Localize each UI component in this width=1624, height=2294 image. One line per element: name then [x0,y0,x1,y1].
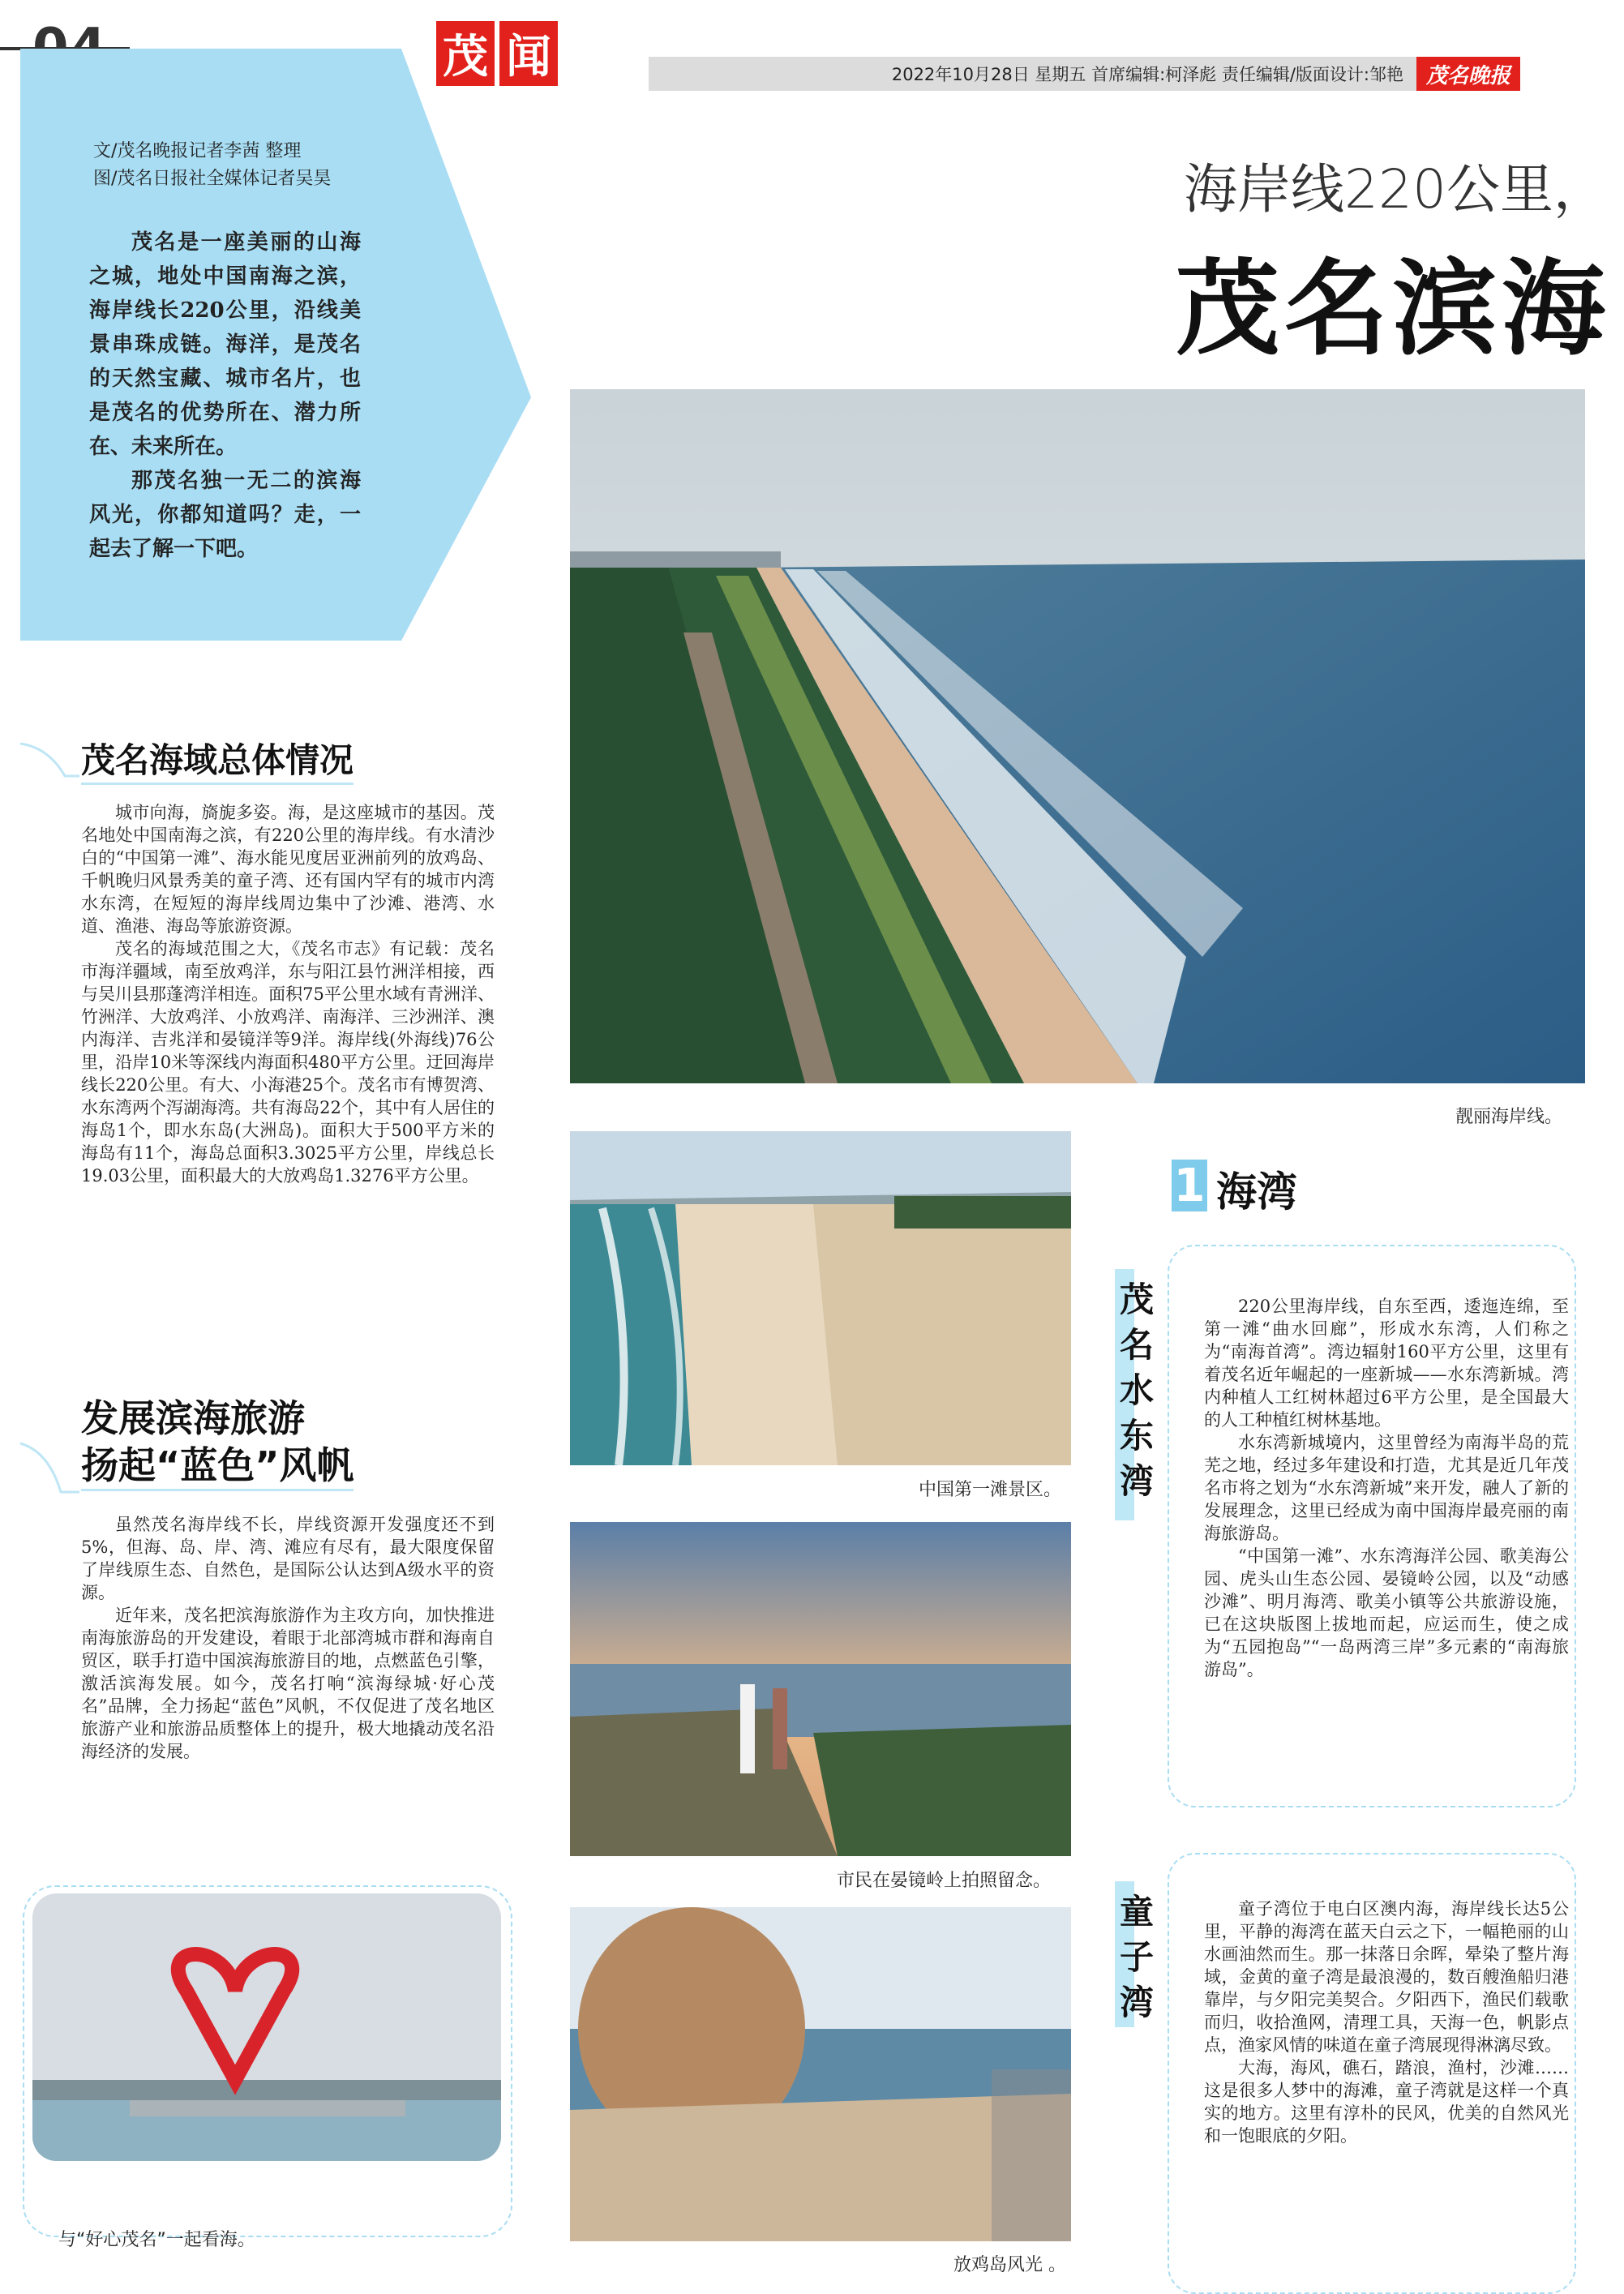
header-info: 2022年10月28日 星期五 首席编辑:柯泽彪 责任编辑/版面设计:邹艳 [891,65,1403,84]
vertical-title-tongzi-bay: 童子湾 [1115,1893,1155,2030]
vertical-title-shuidong-bay: 茂名水东湾 [1115,1281,1155,1508]
heading-deco-curve [16,1439,81,1496]
section-char-2: 闻 [499,21,558,86]
tourism-paragraph: 虽然茂名海岸线不长，岸线资源开发强度还不到5%，但海、岛、岸、湾、滩应有尽有，最大限度保留了岸线原生态、自然色，是国际公认达到A级水平的资源。 [81,1515,495,1602]
header-bar [649,57,1520,91]
photo-heart-sign [32,1893,501,2161]
heading-line: 发展滨海旅游 [81,1396,305,1440]
credit-photographer: 图/茂名日报社全媒体记者吴昊 [93,169,332,189]
photo-first-beach [570,1131,1071,1465]
caption-heart-sign: 与“好心茂名”一起看海。 [58,2230,255,2250]
caption-rock-island: 放鸡岛风光 。 [953,2255,1066,2275]
shuidong-bay-text [1204,1295,1569,1681]
bay-paragraph: 水东湾新城境内，这里曾经为南海半岛的荒芜之地，经过多年建设和打造，尤其是近几年茂名市将之划为“水东湾新城”来开发，融人了新的发展理念，这里已经成为南中国海岸最亮丽的南海旅游岛。 [1204,1433,1569,1543]
headline-line-1: 海岸线220公里， [1184,158,1607,221]
overview-paragraph: 茂名的海域范围之大，《茂名市志》有记载：茂名市海洋疆域，南至放鸡洋，东与阳江县竹洲洋相接，西与吴川县那蓬湾洋相连。面积75平公里水域有青洲洋、竹洲洋、大放鸡洋、小放鸡洋、南海洋、三沙洲洋、澳内海洋、吉兆洋和晏镜洋等9洋。海岸线(外海线)76公里，沿岸10米等深线内海面积480平方公里。迂回海岸线长220公里。有大、小海港25个。茂名市有博贺湾、水东湾两个泻湖海湾。共有海岛22个，其中有人居住的海岛1个，即水东岛(大洲岛)。面积大于500平方米的海岛有11个，海岛总面积3.3025平方公里，岸线总长19.03公里，面积最大的大放鸡岛1.3276平方公里。 [81,939,495,1186]
section-number-badge: 1 [1172,1160,1207,1211]
heading-line: 扬起“蓝色”风帆 [81,1443,354,1487]
tourism-text [81,1513,495,1763]
intro-paragraph: 那茂名独一无二的滨海风光，你都知道吗？走，一起去了解一下吧。 [89,469,361,561]
tongzi-bay-text [1204,1897,1569,2147]
section-title-bay: 海湾 [1216,1168,1297,1216]
caption-sunset-hill: 市民在晏镜岭上拍照留念。 [837,1871,1052,1891]
overview-text [81,801,495,1187]
heading-deco-curve [16,740,81,780]
photo-sunset-hill [570,1522,1071,1856]
caption-coastline: 靓丽海岸线。 [1455,1107,1563,1127]
section-heading-overview: 茂名海域总体情况 [81,734,354,785]
caption-first-beach: 中国第一滩景区。 [919,1480,1062,1500]
bay-paragraph: “中国第一滩”、水东湾海洋公园、歌美海公园、虎头山生态公园、晏镜岭公园，以及“动感沙滩”、明月海湾、歌美小镇等公共旅游设施，已在这块版图上拔地而起，应运而生，使之成为“五园抱岛”“一岛两湾三岸”多元素的“南海旅游岛”。 [1204,1546,1569,1679]
bay-paragraph: 童子湾位于电白区澳内海，海岸线长达5公里，平静的海湾在蓝天白云之下，一幅艳丽的山水画油然而生。那一抹落日余晖，晕染了整片海域，金黄的童子湾是最浪漫的，数百艘渔船归港靠岸，与夕阳完美契合。夕阳西下，渔民们载歌而归，收拾渔网，清理工具，天海一色，帆影点点，渔家风情的味道在童子湾展现得淋漓尽致。 [1204,1899,1569,2055]
bay-paragraph: 220公里海岸线，自东至西，逶迤连绵，至第一滩“曲水回廊”，形成水东湾，人们称之为“南海首湾”。湾边辐射160平方公里，这里有着茂名近年崛起的一座新城——水东湾新城。湾内种植人工红树林超过6平方公里，是全国最大的人工种植红树林基地。 [1204,1297,1569,1430]
credit-writer: 文/茂名晚报记者李茜 整理 [93,141,302,161]
photo-rock-island [570,1907,1071,2241]
photo-coastline [570,389,1585,1083]
intro-paragraph: 茂名是一座美丽的山海之城，地处中国南海之滨，海岸线长220公里，沿线美景串珠成链。海洋，是茂名的天然宝藏、城市名片，也是茂名的优势所在、潜力所在、未来所在。 [89,230,361,459]
section-char-1: 茂 [436,21,495,86]
masthead-logo: 茂名晚报 [1416,57,1520,91]
overview-paragraph: 城市向海，旖旎多姿。海，是这座城市的基因。茂名地处中国南海之滨，有220公里的海岸线。有水清沙白的“中国第一滩”、海水能见度居亚洲前列的放鸡岛、千帆晚归风景秀美的童子湾、还有国内罕有的城市内湾水东湾，在短短的海岸线周边集中了沙滩、港湾、水道、渔港、海岛等旅游资源。 [81,803,495,936]
bay-paragraph: 大海，海风，礁石，踏浪，渔村，沙滩……这是很多人梦中的海滩，童子湾就是这样一个真实的地方。这里有淳朴的民风，优美的自然风光和一饱眼底的夕阳。 [1204,2058,1569,2146]
intro-text [89,225,361,566]
tourism-paragraph: 近年来，茂名把滨海旅游作为主攻方向，加快推进南海旅游岛的开发建设，着眼于北部湾城市群和海南自贸区，联手打造中国滨海旅游目的地，点燃蓝色引擎，激活滨海发展。如今，茂名打响“滨海绿城·好心茂名”品牌，全力扬起“蓝色”风帆，不仅促进了茂名地区旅游产业和旅游品质整体上的提升，极大地撬动茂名沿海经济的发展。 [81,1606,495,1761]
headline-line-2: 茂名滨海 [1176,249,1611,370]
intro-credit [93,138,331,193]
section-heading-tourism [81,1395,354,1491]
